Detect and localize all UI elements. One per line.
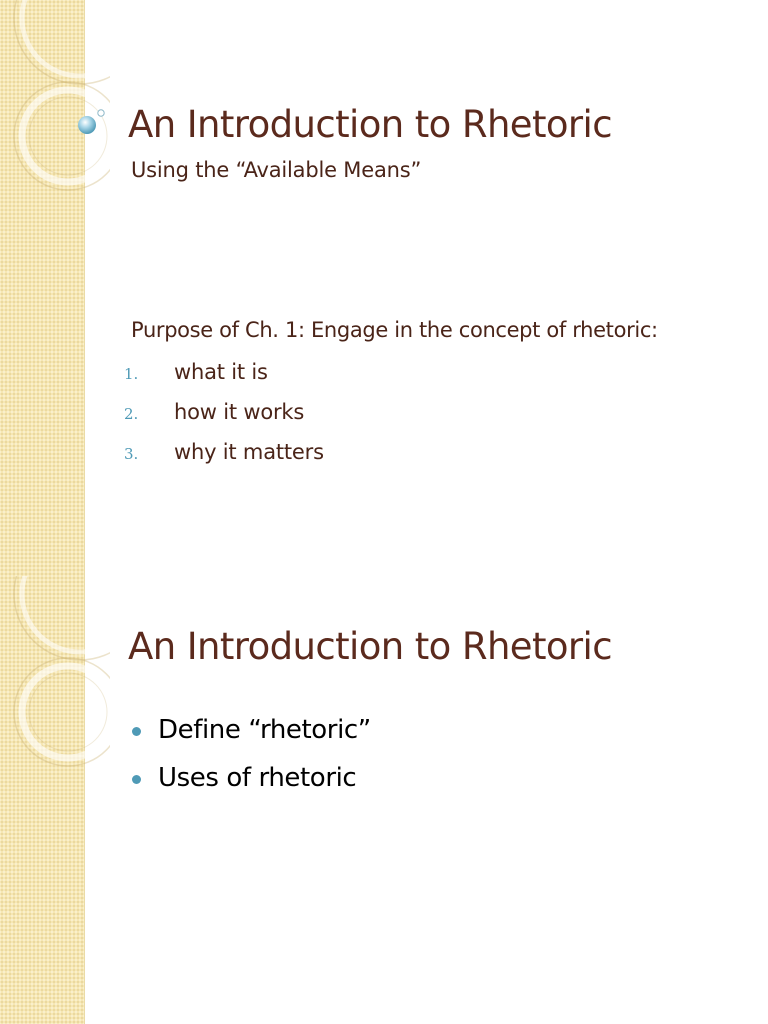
ring-ornament-icon (0, 576, 110, 796)
list-item (132, 706, 371, 754)
list-number: 3. (124, 445, 139, 463)
slide-sidebar (0, 576, 85, 1024)
subtitle: Using the “Available Means” (131, 158, 422, 182)
numbered-list (124, 360, 324, 480)
slide-sidebar (0, 0, 85, 576)
list-item (132, 754, 371, 802)
list-item (124, 440, 324, 480)
list-item (124, 360, 324, 400)
list-item-text: what it is (174, 360, 268, 384)
list-item-text: Define “rhetoric” (158, 715, 371, 745)
list-number: 1. (124, 365, 139, 383)
orb-bullet-icon (74, 104, 110, 140)
page-title: An Introduction to Rhetoric (128, 103, 612, 146)
list-item (124, 400, 324, 440)
list-item-text: how it works (174, 400, 305, 424)
list-item-text: why it matters (174, 440, 324, 464)
list-number: 2. (124, 405, 139, 423)
bullet-list (132, 706, 371, 802)
purpose-text: Purpose of Ch. 1: Engage in the concept of rhetoric: (131, 318, 658, 342)
bullet-dot-icon (132, 775, 141, 784)
bullet-dot-icon (132, 727, 141, 736)
slide-2 (0, 576, 768, 1024)
list-item-text: Uses of rhetoric (158, 763, 357, 793)
page-title: An Introduction to Rhetoric (128, 625, 612, 668)
